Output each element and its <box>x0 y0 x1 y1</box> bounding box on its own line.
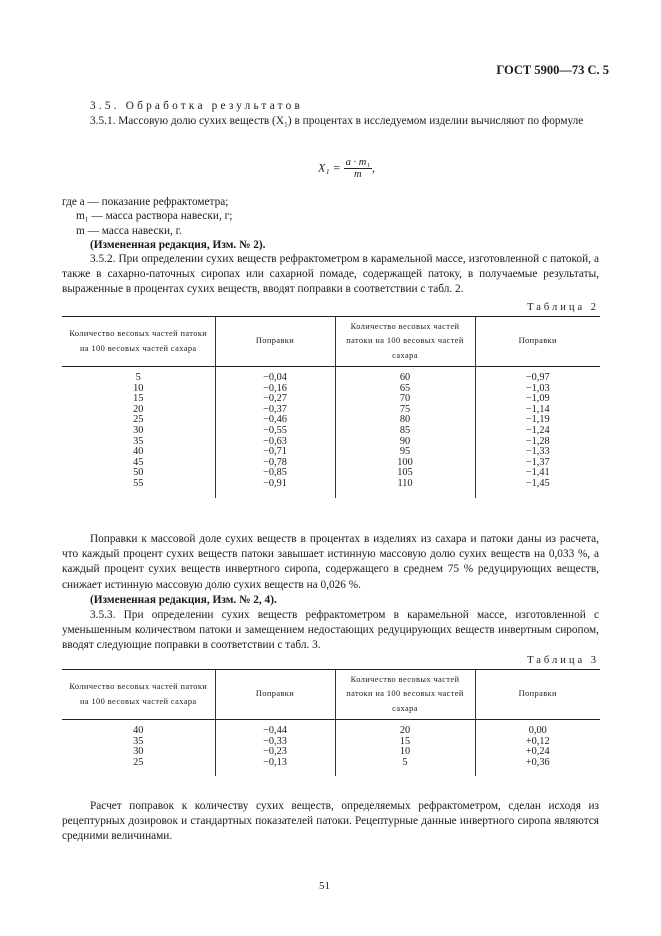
table2-col-4 <box>475 367 600 498</box>
table3-header-4: Поправки <box>475 670 600 720</box>
formula-lhs: X₁ = <box>318 160 341 175</box>
formula-fraction <box>344 157 372 180</box>
table3-col-3 <box>335 720 475 777</box>
table3-cell: 15 <box>399 735 411 747</box>
table2-cell: −1,03 <box>525 382 550 394</box>
table2-cell: −0,63 <box>263 435 287 447</box>
table3-cell: 10 <box>399 746 411 758</box>
table2-header-4: Поправки <box>475 317 600 367</box>
table2-cell: −0,04 <box>263 372 287 383</box>
section-title: 3.5. Обработка результатов <box>90 100 303 112</box>
table2-cell: −0,71 <box>263 446 287 458</box>
formula-numerator: a · m₁ <box>345 157 370 168</box>
paragraph-3-5-3: 3.5.3. При определении сухих веществ рефрактометром в карамельной массе, изготовленной с уменьшенным количеством патоки и замещением недостающих редуцирующих веществ инвертным сиропом, вводят следующие поправки в соответствии с табл. 3. <box>62 609 599 652</box>
table3-cell: −0,33 <box>263 735 287 747</box>
table2-col-3 <box>335 367 475 498</box>
table2-cell: −1,33 <box>525 446 550 458</box>
table3-caption: Таблица 3 <box>527 655 599 666</box>
table2-cell: −1,45 <box>525 477 550 489</box>
table2-cell: 5 <box>135 372 141 383</box>
table2-cell: −0,16 <box>263 382 287 394</box>
table2-col-2 <box>215 367 335 498</box>
edit-note-2: (Измененная редакция, Изм. № 2, 4). <box>90 594 277 606</box>
table2-cell: −1,14 <box>525 403 550 415</box>
table2-cell: −0,78 <box>263 456 287 468</box>
table2-cell: 10 <box>133 382 144 394</box>
table2-cell: 105 <box>397 467 413 479</box>
table2-cell: 65 <box>399 382 411 394</box>
table3-cell: 30 <box>133 746 144 758</box>
table3-col-1 <box>62 720 215 777</box>
edit-note-1: (Измененная редакция, Изм. № 2). <box>90 239 266 251</box>
formula <box>318 157 375 180</box>
table2-cell: −1,19 <box>525 414 550 426</box>
table2-cell: 35 <box>133 435 144 447</box>
paragraph-3-5-2: 3.5.2. При определении сухих веществ рефрактометром в карамельной массе, изготовленной с патокой, а также в сахарно-паточных сиропах или сахарной помаде, содержащей патоку, в получаемые результаты, выраженные в процентах сухих веществ, вводят поправки в соответствии с табл. 2. <box>62 253 599 296</box>
table3-cell: 20 <box>399 725 411 736</box>
table2-cell: 90 <box>399 435 411 447</box>
table3-cell: 40 <box>133 725 144 736</box>
table3-header-2: Поправки <box>215 670 335 720</box>
table2-cell: 100 <box>397 456 413 468</box>
table2-cell: 40 <box>133 446 144 458</box>
table3-cell: 25 <box>133 756 144 768</box>
page-number: 51 <box>319 880 330 892</box>
paragraph-final: Расчет поправок к количеству сухих веществ, определяемых рефрактометром, сделан исходя из рецептурных дозировок и стандартных показателей патоки. Рецептурные данные инвертного сиропа являются средними величинами. <box>62 800 599 843</box>
table2-cell: −1,37 <box>525 456 550 468</box>
table3-cell: −0,44 <box>263 725 287 736</box>
formula-denominator: m <box>353 169 362 180</box>
table2-cell: −0,55 <box>263 424 287 436</box>
definition-m1: m₁ — масса раствора навески, г; <box>76 210 233 223</box>
paragraph-calculation: Поправки к массовой доле сухих веществ в процентах в изделиях из сахара и патоки даны из расчета, что каждый процент сухих веществ патоки завышает истинную массовую долю сухих веществ на 0,033 %, а каждый процент сухих веществ инвертного сиропа, содержащего в среднем 75 % редуцирующих веществ, снижает истинную массовую долю сухих веществ на 0,026 %. <box>62 533 599 591</box>
table3-cell: +0,12 <box>525 735 550 747</box>
table2-cell: 15 <box>133 393 144 405</box>
table2-cell: −0,27 <box>263 393 287 405</box>
table2-cell: 95 <box>399 446 411 458</box>
formula-tail: , <box>371 160 375 175</box>
table3-header-1: Количество весовых частей патоки на 100 весовых частей сахара <box>62 670 215 720</box>
table2-caption: Таблица 2 <box>527 302 599 313</box>
table2-cell: 110 <box>397 477 413 489</box>
table2-cell: −1,41 <box>525 467 550 479</box>
table2-cell: −0,91 <box>263 477 287 489</box>
table2-cell: 60 <box>399 372 411 383</box>
table3-col-2 <box>215 720 335 777</box>
table3-cell: 5 <box>402 756 408 768</box>
table2-cell: 45 <box>133 456 144 468</box>
table2 <box>62 316 600 498</box>
paragraph-3-5-1: 3.5.1. Массовую долю сухих веществ (X₁) в процентах в исследуемом изделии вычисляют по формуле <box>90 115 584 127</box>
table3-col-4 <box>475 720 600 777</box>
table2-col-1 <box>62 367 215 498</box>
table2-cell: 30 <box>133 424 144 436</box>
table2-cell: −0,46 <box>263 414 287 426</box>
table3 <box>62 669 600 776</box>
table2-cell: 55 <box>133 477 144 489</box>
table3-cell: 0,00 <box>528 725 547 736</box>
table2-cell: 70 <box>399 393 411 405</box>
table2-cell: 20 <box>133 403 144 415</box>
table2-cell: −1,09 <box>525 393 550 405</box>
table2-cell: 25 <box>133 414 144 426</box>
table3-cell: −0,23 <box>263 746 287 758</box>
table2-cell: −0,37 <box>263 403 287 415</box>
table2-cell: −0,85 <box>263 467 287 479</box>
table2-cell: −0,97 <box>525 372 550 383</box>
table2-header-2: Поправки <box>215 317 335 367</box>
table2-header-3: Количество весовых частей патоки на 100 весовых частей сахара <box>335 317 475 367</box>
table3-cell: −0,13 <box>263 756 287 768</box>
table3-header-3: Количество весовых частей патоки на 100 весовых частей сахара <box>335 670 475 720</box>
definition-a: где a — показание рефрактометра; <box>62 196 229 208</box>
table2-cell: 75 <box>399 403 411 415</box>
table2-cell: 80 <box>399 414 411 426</box>
table2-cell: 50 <box>133 467 144 479</box>
table2-header-1: Количество весовых частей патоки на 100 весовых частей сахара <box>62 317 215 367</box>
table3-cell: 35 <box>133 735 144 747</box>
table3-cell: +0,36 <box>525 756 550 768</box>
definitions <box>62 195 232 238</box>
table2-cell: 85 <box>399 424 411 436</box>
table3-cell: +0,24 <box>525 746 550 758</box>
page-header: ГОСТ 5900—73 С. 5 <box>496 63 609 77</box>
table2-cell: −1,28 <box>525 435 550 447</box>
definition-m: m — масса навески, г. <box>76 224 182 237</box>
table2-cell: −1,24 <box>525 424 550 436</box>
